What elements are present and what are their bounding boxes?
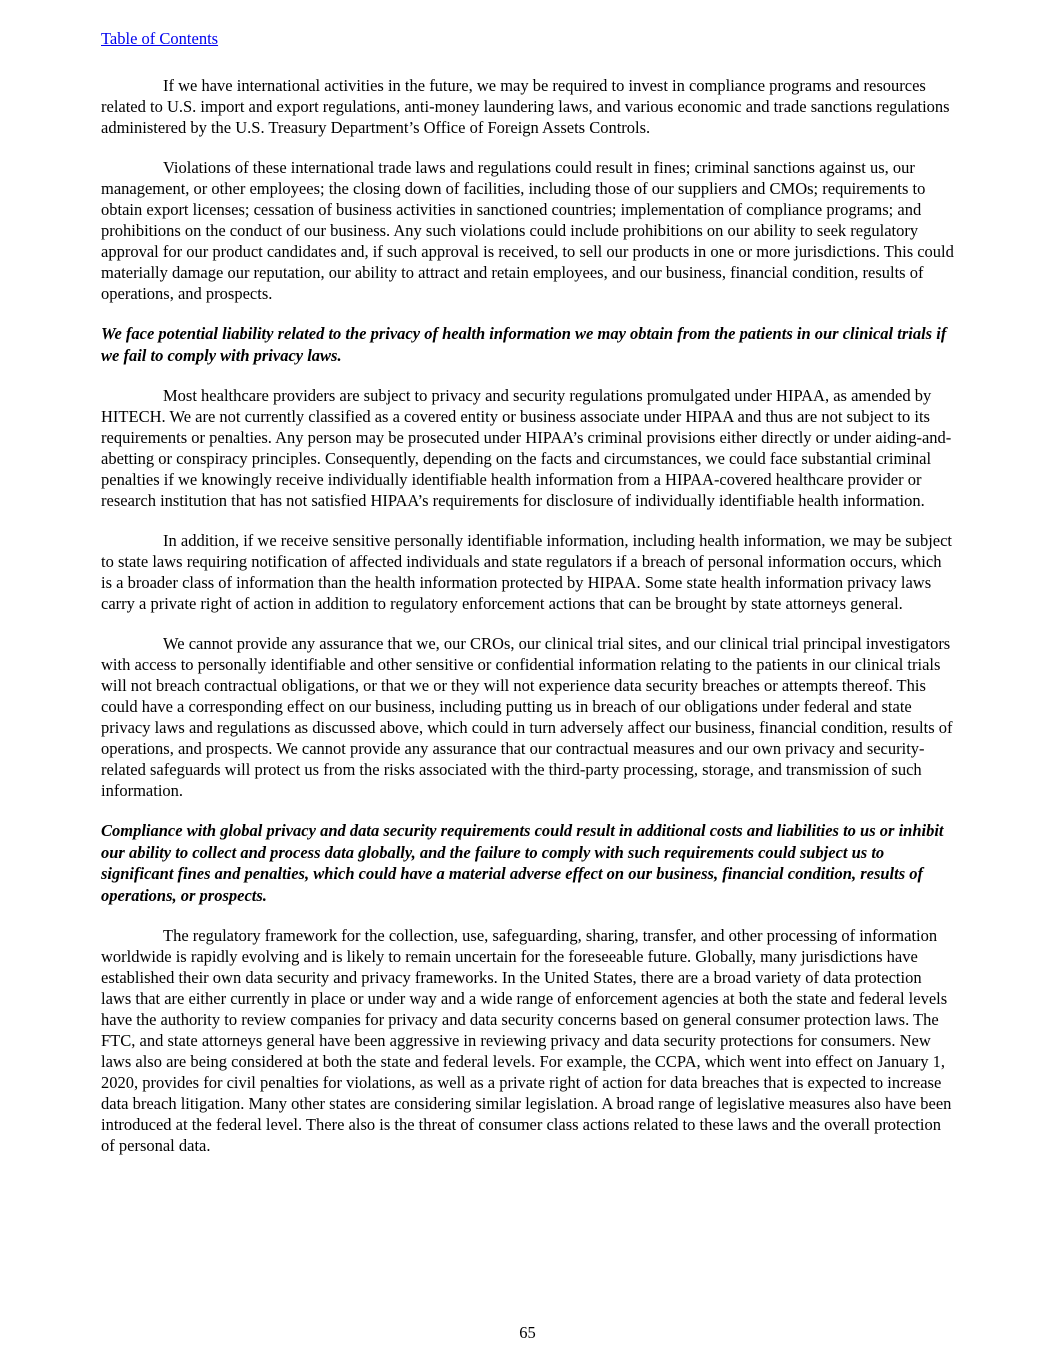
table-of-contents-link[interactable]: Table of Contents — [101, 29, 219, 48]
risk-factor-heading: We face potential liability related to the privacy of health information we may obtain from the patients in our clinical trials if we fail to comply with privacy laws. — [101, 324, 947, 365]
document-blocks — [101, 75, 955, 1156]
body-paragraph: Violations of these international trade laws and regulations could result in fines; criminal sanctions against us, our management, or other employees; the closing down of facilities, including those of our suppliers and CMOs; requirements to obtain export licenses; cessation of business activities in sanctioned countries; implementation of compliance programs; and prohibitions on the conduct of our business. Any such violations could include prohibitions on our ability to seek regulatory approval for our product candidates and, if such approval is received, to sell our products in one or more jurisdictions. This could materially damage our reputation, our ability to attract and retain employees, and our business, financial condition, results of operations, and prospects. — [101, 158, 954, 303]
body-paragraph: Most healthcare providers are subject to privacy and security regulations promulgated under HIPAA, as amended by HITECH. We are not currently classified as a covered entity or business associate under HIPAA and thus are not subject to its requirements or penalties. Any person may be prosecuted under HIPAA’s criminal provisions either directly or under aiding-and-abetting or conspiracy principles. Consequently, depending on the facts and circumstances, we could face substantial criminal penalties if we knowingly receive individually identifiable health information from a HIPAA-covered healthcare provider or research institution that has not satisfied HIPAA’s requirements for disclosure of individually identifiable health information. — [101, 386, 952, 510]
body-paragraph: The regulatory framework for the collection, use, safeguarding, sharing, transfer, and other processing of information worldwide is rapidly evolving and is likely to remain uncertain for the foreseeable future. Globally, many jurisdictions have established their own data security and privacy frameworks. In the United States, there are a broad variety of data protection laws that are either currently in place or under way and a wide range of enforcement agencies at both the state and federal levels have the authority to review companies for privacy and data security concerns based on general consumer protection laws. The FTC, and state attorneys general have been aggressive in reviewing privacy and data security protections for consumers. New laws also are being considered at both the state and federal levels. For example, the CCPA, which went into effect on January 1, 2020, provides for civil penalties for violations, as well as a private right of action for data breaches that is expected to increase data breach litigation. Many other states are considering similar legislation. A broad range of legislative measures also have been introduced at the federal level. There also is the threat of consumer class actions related to these laws and the overall protection of personal data. — [101, 926, 952, 1155]
body-paragraph: If we have international activities in the future, we may be required to invest in compliance programs and resources related to U.S. import and export regulations, anti-money laundering laws, and various economic and trade sanctions regulations administered by the U.S. Treasury Department’s Office of Foreign Assets Controls. — [101, 76, 950, 137]
body-paragraph: We cannot provide any assurance that we, our CROs, our clinical trial sites, and our clinical trial principal investigators with access to personally identifiable and other sensitive or confidential information relating to the patients in our clinical trials will not breach contractual obligations, or that we or they will not experience data security breaches or attempts thereof. This could have a corresponding effect on our business, including putting us in breach of our obligations under federal and state privacy laws and regulations as discussed above, which could in turn adversely affect our business, financial condition, results of operations, and prospects. We cannot provide any assurance that our contractual measures and our own privacy and security-related safeguards will protect us from the risks associated with the third-party processing, storage, and transmission of such information. — [101, 634, 953, 800]
page-number: 65 — [519, 1323, 536, 1342]
risk-factor-heading: Compliance with global privacy and data security requirements could result in additional costs and liabilities to us or inhibit our ability to collect and process data globally, and the failure to comply with such requirements could subject us to significant fines and penalties, which could have a material adverse effect on our business, financial condition, results of operations, or prospects. — [101, 821, 944, 905]
body-paragraph: In addition, if we receive sensitive personally identifiable information, including health information, we may be subject to state laws requiring notification of affected individuals and state regulators if a breach of personal information occurs, which is a broader class of information than the health information protected by HIPAA. Some state health information privacy laws carry a private right of action in addition to regulatory enforcement actions that can be brought by state attorneys general. — [101, 531, 953, 613]
toc-line — [101, 28, 955, 49]
